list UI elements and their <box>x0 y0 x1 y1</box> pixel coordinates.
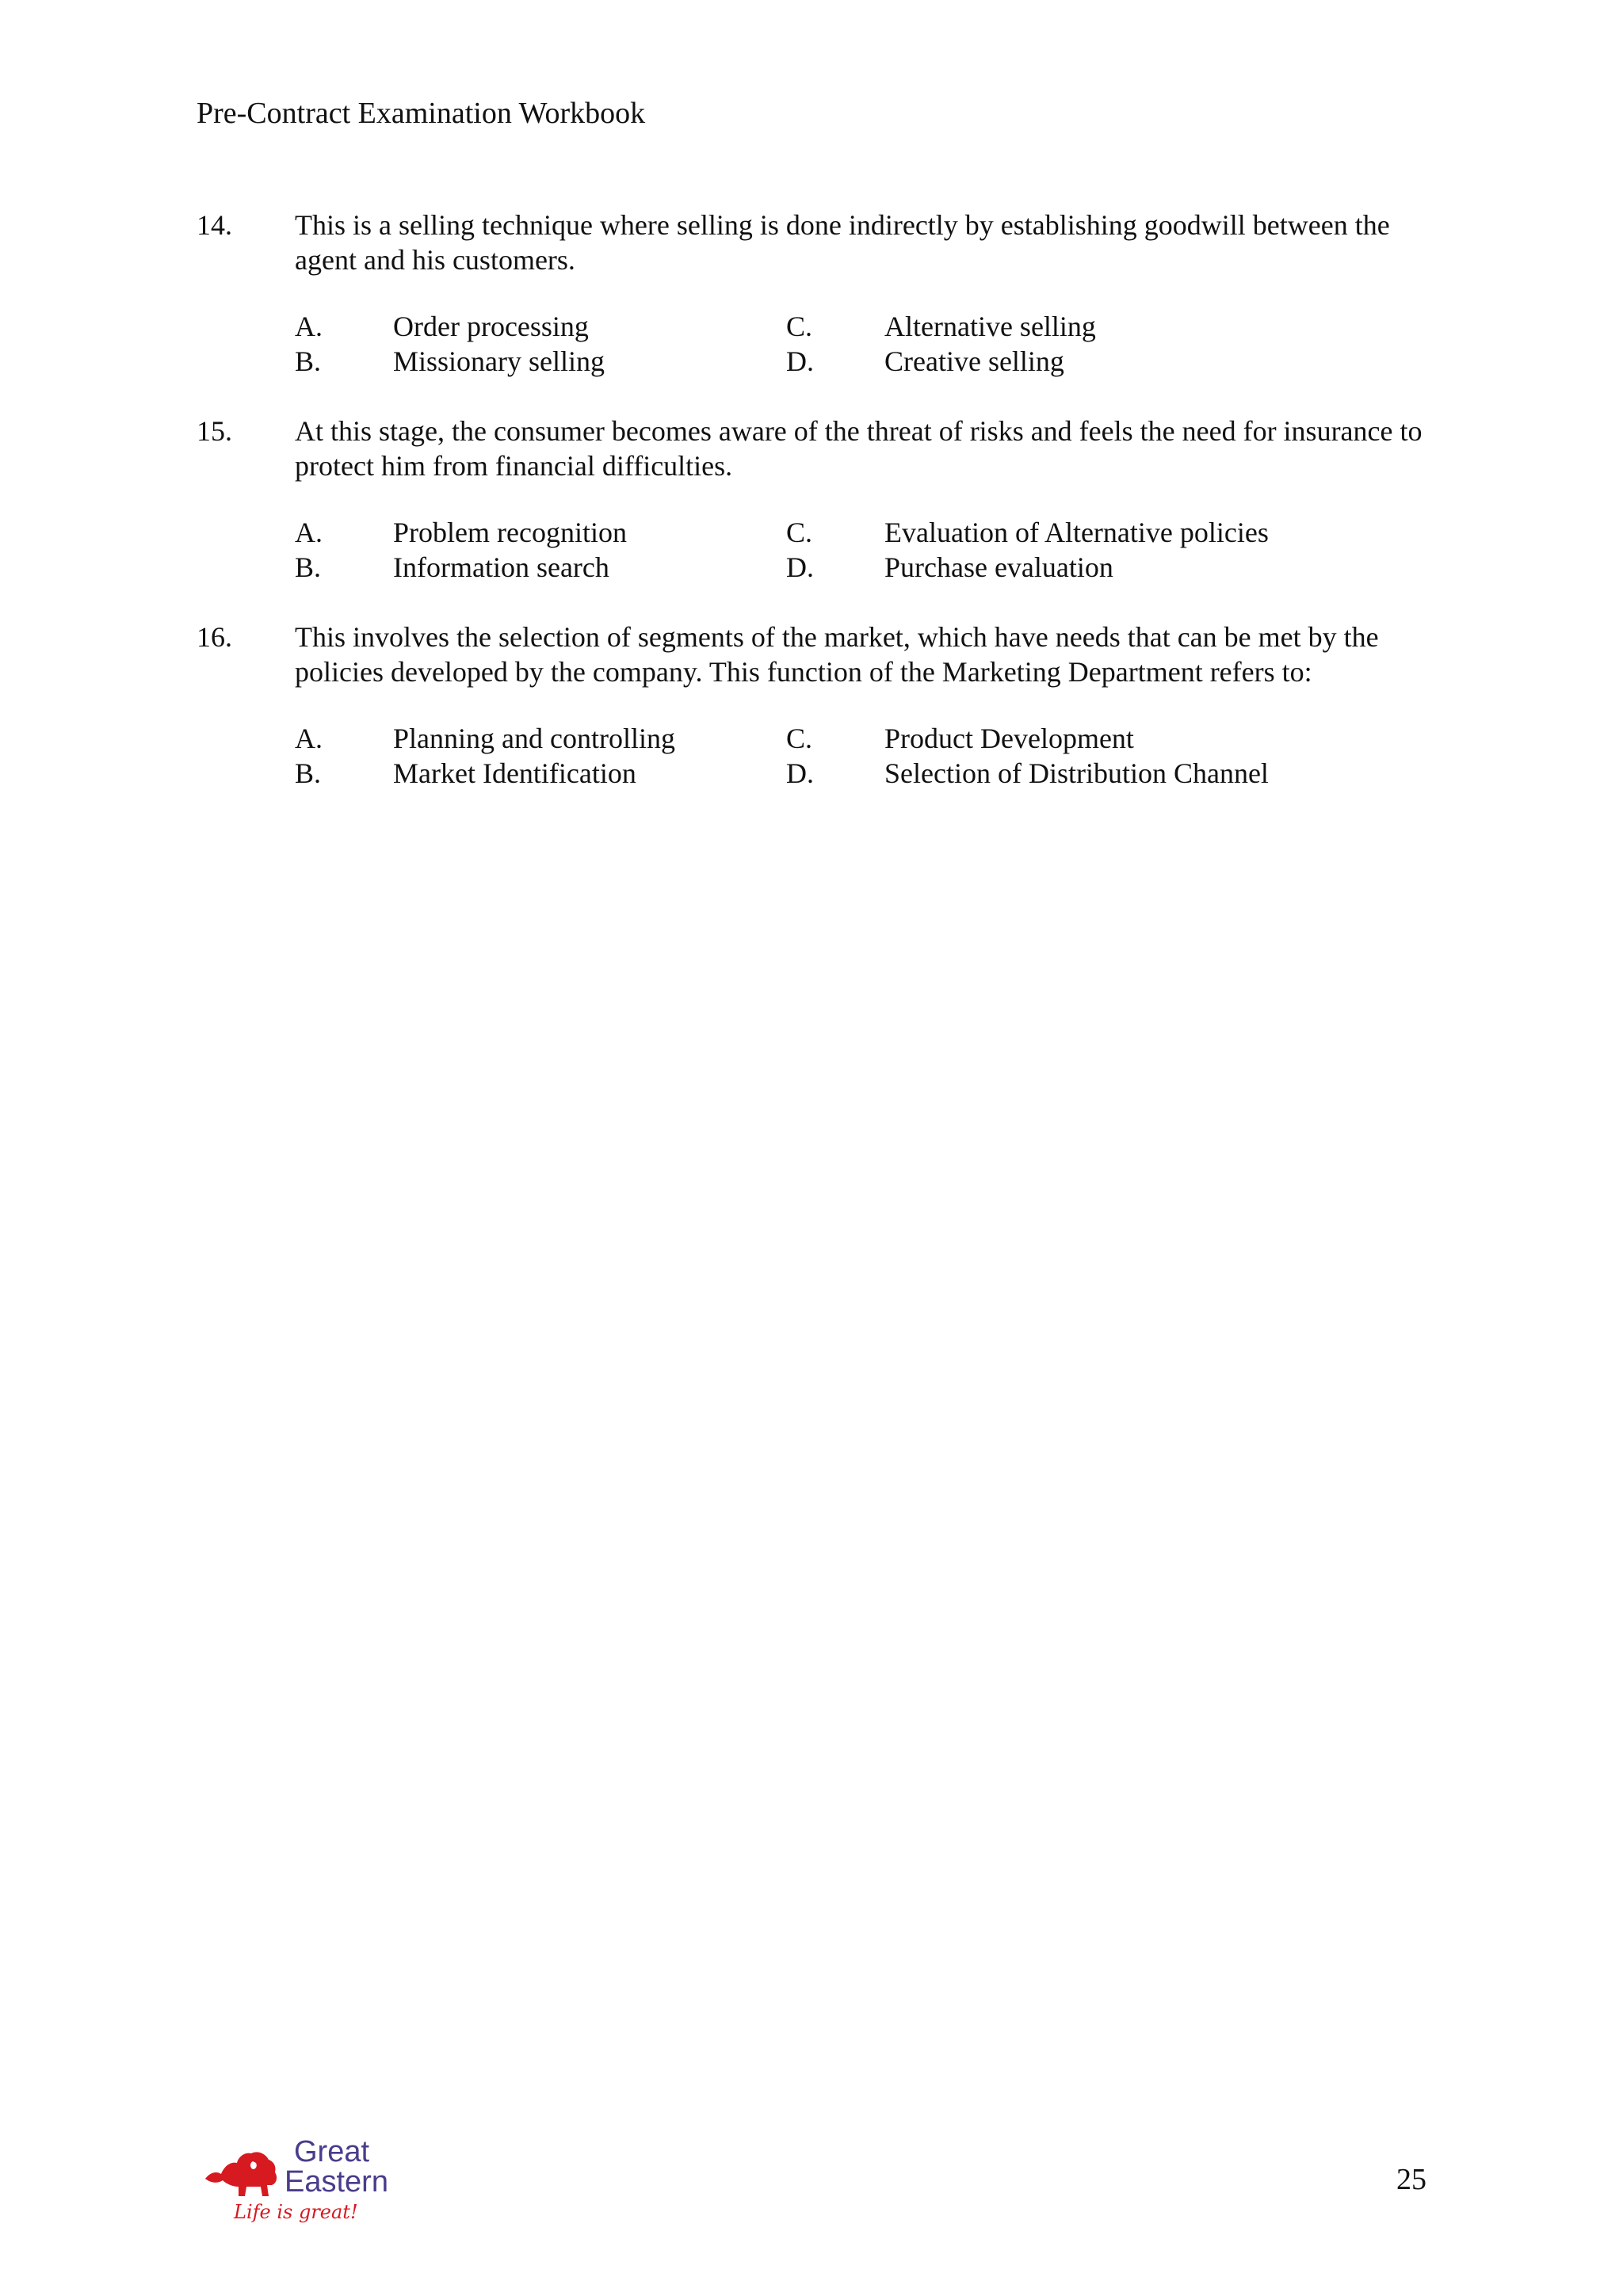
question-15 <box>197 414 1433 604</box>
option-text: Alternative selling <box>884 311 1096 342</box>
question-16 <box>197 620 1433 810</box>
option-letter: C. <box>786 723 813 754</box>
option-text: Missionary selling <box>393 345 605 377</box>
company-logo <box>202 2134 408 2223</box>
lion-icon <box>205 2152 277 2196</box>
option-text: Creative selling <box>884 345 1064 377</box>
question-number: 16. <box>197 621 232 653</box>
question-number: 15. <box>197 415 232 447</box>
option-letter: B. <box>295 757 322 789</box>
option-text: Market Identification <box>393 757 636 789</box>
question-14 <box>197 208 1433 398</box>
option-letter: D. <box>786 757 814 789</box>
svg-text:Eastern: Eastern <box>285 2165 388 2199</box>
option-text: Planning and controlling <box>393 723 675 754</box>
svg-text:Great: Great <box>294 2135 370 2168</box>
option-letter: B. <box>295 345 322 377</box>
page-number: 25 <box>1396 2163 1426 2196</box>
option-text: Order processing <box>393 311 589 342</box>
option-letter: A. <box>295 723 323 754</box>
option-letter: A. <box>295 517 323 548</box>
option-text: Selection of Distribution Channel <box>884 757 1269 789</box>
option-letter: C. <box>786 517 813 548</box>
page-header-title: Pre-Contract Examination Workbook <box>197 97 646 130</box>
option-letter: D. <box>786 345 814 377</box>
option-text: Problem recognition <box>393 517 627 548</box>
option-text: Information search <box>393 551 609 583</box>
option-letter: C. <box>786 311 813 342</box>
question-number: 14. <box>197 209 232 241</box>
option-text: Evaluation of Alternative policies <box>884 517 1269 548</box>
option-text: Purchase evaluation <box>884 551 1113 583</box>
option-letter: D. <box>786 551 814 583</box>
option-letter: A. <box>295 311 323 342</box>
question-text: This involves the selection of segments of the market, which have needs that can be met by the policies developed by the company. This function of the Marketing Department refers to: <box>295 621 1379 688</box>
question-text: This is a selling technique where selling is done indirectly by establishing goodwill between the agent and his customers. <box>295 209 1390 276</box>
option-text: Product Development <box>884 723 1134 754</box>
question-text: At this stage, the consumer becomes aware of the threat of risks and feels the need for insurance to protect him from financial difficulties. <box>295 415 1423 482</box>
option-letter: B. <box>295 551 322 583</box>
svg-text:Life is great!: Life is great! <box>234 2201 358 2223</box>
